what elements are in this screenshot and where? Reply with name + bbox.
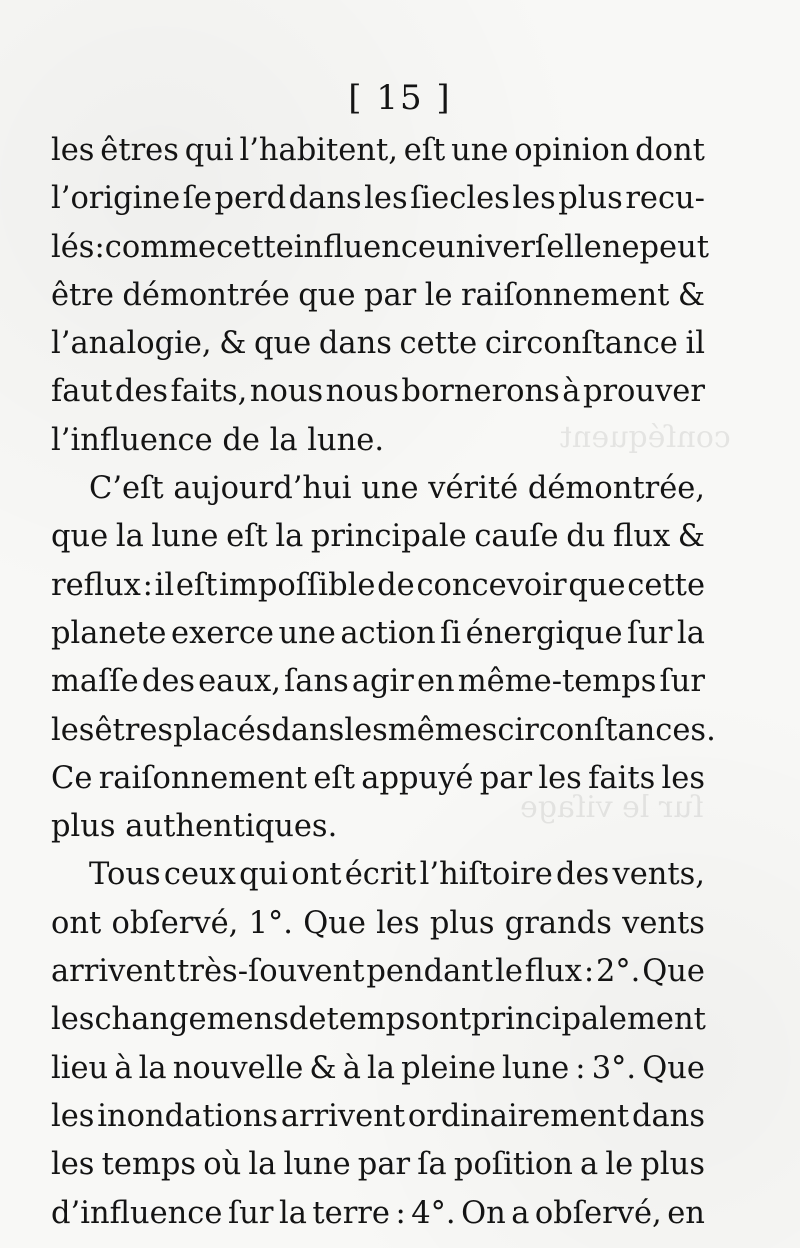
word: le xyxy=(605,1147,634,1183)
text-line xyxy=(51,320,705,368)
text-line xyxy=(51,127,705,175)
word: l’habitent, xyxy=(239,133,398,168)
word: par xyxy=(363,277,417,313)
word: la xyxy=(278,1195,307,1231)
word: eſt xyxy=(313,760,355,796)
word: dans xyxy=(271,712,345,748)
word: par xyxy=(357,1147,411,1183)
word: les xyxy=(51,1147,95,1183)
word: dont xyxy=(635,133,705,168)
word: inondations xyxy=(97,1098,279,1134)
text-line xyxy=(51,610,705,658)
text-line xyxy=(51,707,716,755)
word: concevoir xyxy=(416,567,567,603)
word: principalement xyxy=(471,1002,706,1038)
word: une xyxy=(451,133,509,168)
word: cette xyxy=(399,326,478,362)
word: écrit xyxy=(344,857,417,893)
word: : xyxy=(94,229,105,265)
word: : xyxy=(583,954,595,990)
word: ont xyxy=(291,857,342,893)
word: des xyxy=(556,857,610,893)
word: une xyxy=(361,471,419,507)
word: temps xyxy=(326,1002,421,1038)
word: le xyxy=(495,954,523,990)
show-through-text: conſéquent xyxy=(560,420,731,455)
word: les xyxy=(51,1002,95,1038)
page-number: [ 15 ] xyxy=(348,78,452,118)
word: ceux xyxy=(163,857,236,893)
word: faits, xyxy=(170,374,248,410)
word: temps xyxy=(101,1147,197,1183)
word: à xyxy=(342,1050,361,1086)
text-line xyxy=(51,417,705,465)
word: vérité xyxy=(428,471,519,507)
word: en xyxy=(667,1195,705,1231)
word: eſt xyxy=(226,519,268,555)
word: faut xyxy=(51,374,113,410)
word: où xyxy=(203,1147,242,1183)
word: à xyxy=(114,1050,133,1086)
word: ſa xyxy=(417,1147,447,1183)
word: & xyxy=(677,277,705,313)
word: recu- xyxy=(625,181,705,217)
word: Tous xyxy=(89,857,161,893)
word: les xyxy=(512,181,556,217)
word: pendant xyxy=(366,954,494,990)
word: arrivent xyxy=(280,1098,406,1134)
word: les xyxy=(51,133,95,168)
word: & xyxy=(677,519,705,555)
text-line xyxy=(51,948,705,996)
word: la xyxy=(248,1147,277,1183)
word: raiſonnement xyxy=(98,760,308,796)
word: démontrée xyxy=(122,277,290,313)
text-line xyxy=(51,755,705,803)
word: a xyxy=(511,1195,530,1231)
text-line xyxy=(51,658,705,706)
word: plus xyxy=(429,905,495,941)
word: que xyxy=(51,519,109,555)
word: dans xyxy=(631,1098,705,1134)
word: il xyxy=(154,567,175,603)
word: : xyxy=(395,1195,406,1231)
word: une xyxy=(278,615,336,651)
word: que xyxy=(298,277,356,313)
word: On xyxy=(461,1195,506,1231)
word: ne xyxy=(601,229,640,265)
word: ſur xyxy=(227,1195,274,1231)
word: flux xyxy=(612,519,671,555)
word: eſt xyxy=(175,567,218,603)
word: action xyxy=(340,615,436,651)
word: circonſtance xyxy=(484,326,678,362)
text-line xyxy=(51,1093,705,1141)
word: pleine xyxy=(401,1050,496,1086)
word: placés xyxy=(173,712,272,748)
word: arrivent xyxy=(51,954,176,990)
word: l’origine xyxy=(51,181,181,217)
word: du xyxy=(566,519,606,555)
word: Ce xyxy=(51,760,93,796)
word: exerce xyxy=(170,615,274,651)
word: les xyxy=(51,1098,95,1134)
word: nouvelle xyxy=(172,1050,304,1086)
word: d’influence xyxy=(51,1195,223,1231)
word: des xyxy=(114,374,169,410)
word: planete xyxy=(51,615,167,651)
text-line xyxy=(51,513,705,561)
text-line xyxy=(51,1141,705,1189)
word: influence xyxy=(293,229,437,265)
text-line xyxy=(51,562,705,610)
word: & xyxy=(309,1050,337,1086)
line-text: plus authentiques. xyxy=(51,809,338,845)
word: changemens xyxy=(94,1002,289,1038)
word: 3°. xyxy=(591,1050,637,1086)
word: la xyxy=(677,615,705,651)
word: êtres xyxy=(94,712,174,748)
word: 2°. xyxy=(595,954,641,990)
word: ſe xyxy=(182,181,212,217)
word: C’eſt xyxy=(89,471,164,507)
word: par xyxy=(479,760,533,796)
word: à xyxy=(562,374,581,410)
word: être xyxy=(51,277,114,313)
word: maſſe xyxy=(51,664,139,700)
word: faits xyxy=(588,760,656,796)
word: raiſonnement xyxy=(460,277,670,313)
word: de xyxy=(288,1002,327,1038)
word: cauſe xyxy=(474,519,559,555)
word: flux xyxy=(524,954,582,990)
word: très-ſouvent xyxy=(177,954,365,990)
word: lune xyxy=(283,1147,351,1183)
word: bornerons xyxy=(401,374,560,410)
line-text: l’influence de la lune. xyxy=(51,422,385,458)
word: les xyxy=(538,760,582,796)
word: aujourd’hui xyxy=(173,471,352,507)
text-line xyxy=(51,272,705,320)
text-line xyxy=(51,368,705,416)
word: Que xyxy=(303,905,366,941)
word: énergique xyxy=(465,615,623,651)
text-line xyxy=(51,996,705,1044)
word: la xyxy=(115,519,144,555)
text-line xyxy=(51,1190,705,1238)
text-line xyxy=(51,900,705,948)
word: lieu xyxy=(51,1050,109,1086)
word: qui xyxy=(239,857,288,893)
word: : xyxy=(142,567,153,603)
word: la xyxy=(138,1050,167,1086)
text-line xyxy=(51,224,710,272)
word: il xyxy=(685,326,705,362)
word: prouver xyxy=(582,374,705,410)
word: ont xyxy=(51,905,102,941)
word: même-temps xyxy=(457,664,657,700)
word: peut xyxy=(639,229,710,265)
word: lés xyxy=(51,229,95,265)
word: ſur xyxy=(659,664,705,700)
word: 1°. xyxy=(248,905,293,941)
word: les xyxy=(376,905,420,941)
word: vents, xyxy=(612,857,705,893)
word: les xyxy=(344,712,388,748)
word: les xyxy=(51,712,95,748)
word: circonſtances. xyxy=(497,712,716,748)
word: comme xyxy=(104,229,217,265)
body-text xyxy=(51,127,716,1238)
text-line xyxy=(51,1045,705,1093)
word: perd xyxy=(214,181,287,217)
word: ont xyxy=(420,1002,472,1038)
word: 4°. xyxy=(411,1195,456,1231)
word: dans xyxy=(288,181,362,217)
word: a xyxy=(580,1147,599,1183)
word: l’hiſtoire xyxy=(419,857,553,893)
word: Que xyxy=(642,1050,705,1086)
word: ſiecles xyxy=(410,181,510,217)
word: mêmes xyxy=(387,712,498,748)
word: & xyxy=(219,326,247,362)
word: en xyxy=(416,664,455,700)
word: principale xyxy=(310,519,467,555)
text-line xyxy=(51,851,705,899)
word: lune xyxy=(151,519,219,555)
word: appuyé xyxy=(361,760,474,796)
word: univerſelle xyxy=(436,229,602,265)
word: ordinairement xyxy=(407,1098,630,1134)
show-through-text: ſur le viſage xyxy=(520,790,704,825)
text-line xyxy=(51,803,705,851)
word: plus xyxy=(558,181,623,217)
word: le xyxy=(424,277,453,313)
text-line xyxy=(51,175,705,223)
word: de xyxy=(377,567,415,603)
word: que xyxy=(568,567,626,603)
word: agir xyxy=(351,664,414,700)
word: l’analogie, xyxy=(51,326,212,362)
word: ſur xyxy=(627,615,673,651)
word: grands xyxy=(504,905,612,941)
word: les xyxy=(661,760,705,796)
word: nous xyxy=(249,374,324,410)
word: eaux, xyxy=(198,664,281,700)
word: démontrée, xyxy=(527,471,705,507)
word: la xyxy=(275,519,304,555)
word: cette xyxy=(627,567,705,603)
word: : xyxy=(575,1050,586,1086)
word: terre xyxy=(312,1195,390,1231)
word: cette xyxy=(216,229,294,265)
word: obſervé, xyxy=(534,1195,662,1231)
word: poſition xyxy=(453,1147,573,1183)
word: êtres xyxy=(100,133,179,168)
word: opinion xyxy=(514,133,630,168)
word: les xyxy=(364,181,408,217)
word: lune xyxy=(502,1050,570,1086)
text-line xyxy=(51,465,705,513)
word: Que xyxy=(642,954,705,990)
word: nous xyxy=(325,374,399,410)
word: dans xyxy=(318,326,392,362)
word: ſans xyxy=(283,664,349,700)
word: vents xyxy=(622,905,705,941)
word: ſi xyxy=(440,615,462,651)
word: des xyxy=(141,664,196,700)
word: que xyxy=(254,326,312,362)
word: plus xyxy=(640,1147,705,1183)
word: la xyxy=(367,1050,395,1086)
word: reflux xyxy=(51,567,141,603)
word: obſervé, xyxy=(111,905,239,941)
word: eſt xyxy=(403,133,446,168)
word: qui xyxy=(184,133,234,168)
word: impoſſible xyxy=(219,567,376,603)
